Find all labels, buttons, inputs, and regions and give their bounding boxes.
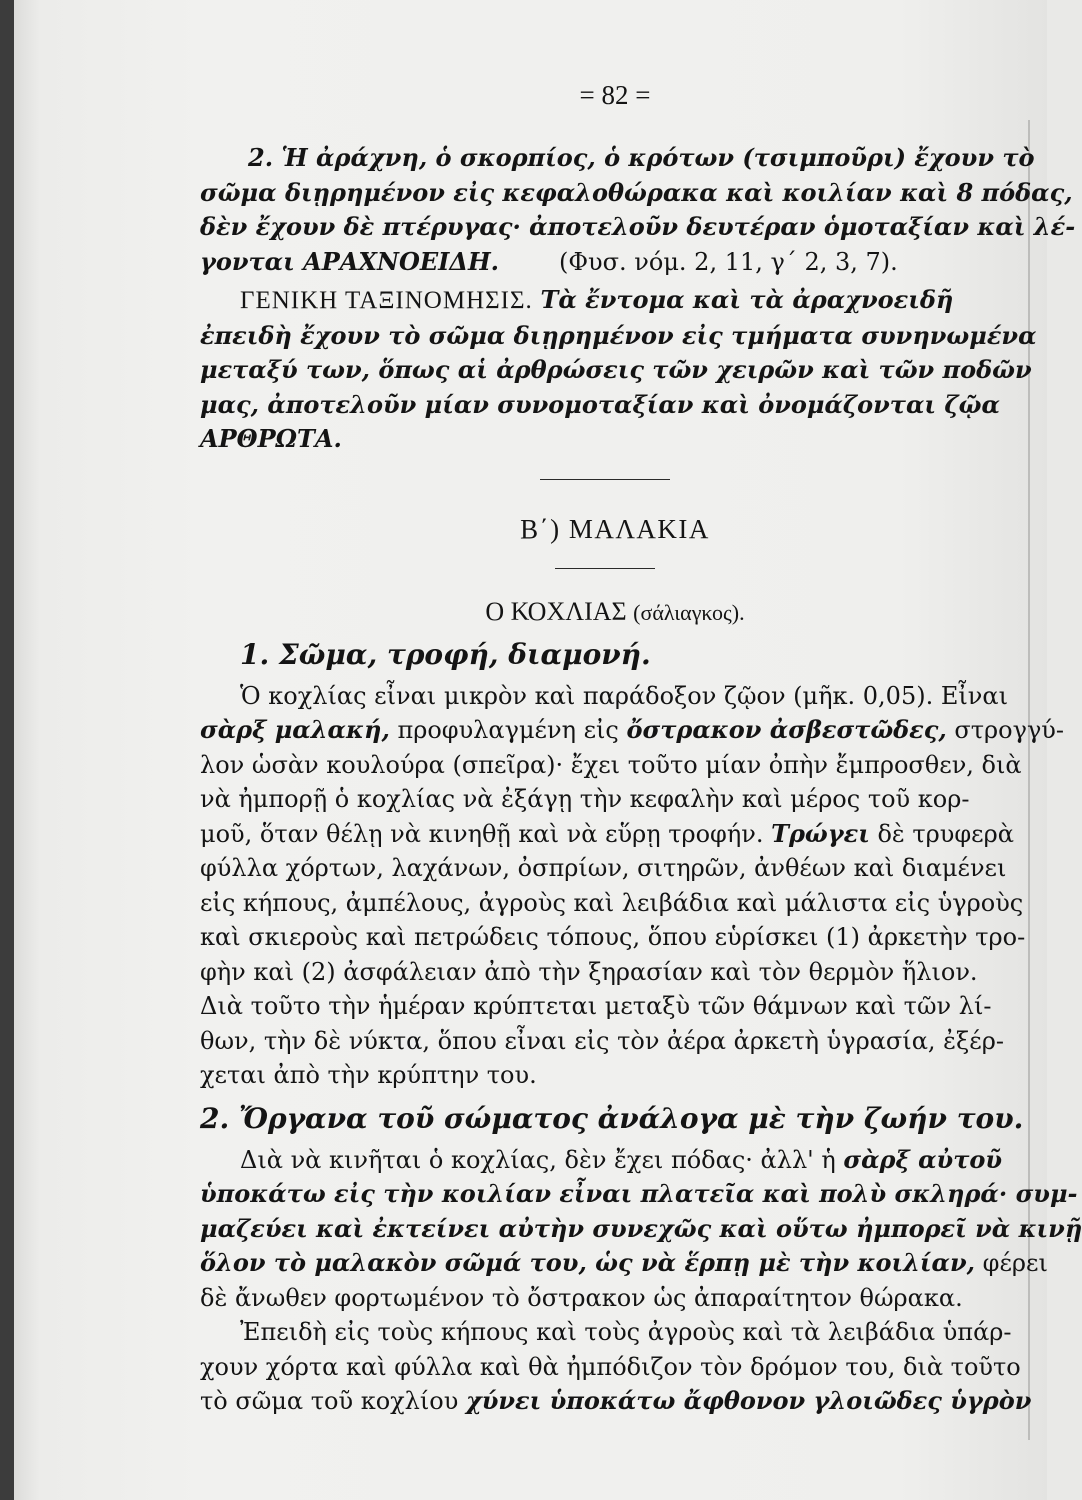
text-line: Ἐπειδὴ εἰς τοὺς κήπους καὶ τοὺς ἀγροὺς καὶ τὰ λειβάδια ὑπάρ-: [240, 1318, 1012, 1346]
page-content: [200, 70, 1082, 1419]
text-line: [200, 817, 1030, 852]
heading-body-food-habitat: 1. Σῶμα, τροφή, διαμονή.: [240, 637, 651, 671]
line-text: Διὰ νὰ κινῆται ὁ κοχλίας, δὲν ἔχει πόδας· ἀλλ' ἡ: [240, 1145, 844, 1174]
text-line: [200, 245, 1030, 280]
emphasis-text: Τρώγει: [771, 818, 870, 848]
section-divider: [540, 479, 670, 480]
text-line: καὶ σκιεροὺς καὶ πετρώδεις τόπους, ὅπου εὑρίσκει (1) ἀρκετὴν τρο-: [200, 923, 1026, 951]
heading-organs: 2. Ὄργανα τοῦ σώματος ἀνάλογα μὲ τὴν ζωήν του.: [200, 1101, 1024, 1135]
text-line: νὰ ἠμπορῇ ὁ κοχλίας νὰ ἐξάγῃ τὴν κεφαλὴν καὶ μέρος τοῦ κορ-: [200, 785, 970, 813]
text-line: σῶμα διῃρημένον εἰς κεφαλοθώρακα καὶ κοιλίαν καὶ 8 πόδας,: [200, 177, 1073, 207]
arachnids-paragraph: [200, 141, 1076, 457]
text-line: ὑποκάτω εἰς τὴν κοιλίαν εἶναι πλατεῖα καὶ πολὺ σκληρά· συμ-: [200, 1179, 1078, 1208]
text-line: λον ὡσὰν κουλούρα (σπεῖρα)· ἔχει τοῦτο μίαν ὀπὴν ἔμπροσθεν, διὰ: [200, 750, 1022, 779]
line-text: μοῦ, ὅταν θέλῃ νὰ κινηθῇ καὶ νὰ εὕρῃ τροφήν.: [200, 819, 772, 848]
text-line: δὲ ἄνωθεν φορτωμένον τὸ ὄστρακον ὡς ἀπαραίτητον θώρακα.: [200, 1283, 963, 1312]
section-title: Β΄) ΜΑΛΑΚΙΑ: [520, 513, 710, 544]
text-line: δὲν ἔχουν δὲ πτέρυγας· ἀποτελοῦν δευτέραν ὁμοταξίαν καὶ λέ-: [200, 212, 1076, 241]
text-line: εἰς κήπους, ἀμπέλους, ἀγροὺς καὶ λειβάδια καὶ μάλιστα εἰς ὑγροὺς: [200, 888, 1024, 917]
text-line: μας, ἀποτελοῦν μίαν συνομοταξίαν καὶ ὀνομάζονται ζῷα: [200, 389, 1000, 419]
subsection-title: [200, 597, 1030, 627]
emphasis-text: σὰρξ μαλακή,: [200, 715, 390, 744]
text-line: [200, 1384, 1030, 1419]
text-line: ΑΡΘΡΩΤΑ.: [200, 424, 342, 453]
text-line: [200, 1143, 1030, 1178]
line-text: γονται ΑΡΑΧΝΟΕΙΔΗ.: [200, 246, 500, 276]
text-line: Διὰ τοῦτο τὴν ἡμέραν κρύπτεται μεταξὺ τῶν θάμνων καὶ τῶν λί-: [200, 992, 992, 1020]
snail-organs-paragraph: [200, 1143, 1082, 1419]
line-text: δὲ τρυφερὰ: [869, 819, 1014, 848]
text-line: φὴν καὶ (2) ἀσφάλειαν ἀπὸ τὴν ξηρασίαν καὶ τὸν θερμὸν ἥλιον.: [200, 957, 978, 986]
subsection-title-paren: (σάλιαγκος).: [633, 599, 745, 625]
line-text: προφυλαγμένη εἰς: [389, 716, 627, 744]
page-number: = 82 =: [579, 80, 651, 110]
text-line: μαζεύει καὶ ἐκτείνει αὐτὴν συνεχῶς καὶ οὕτω ἠμπορεῖ νὰ κινῇ: [200, 1213, 1082, 1243]
text-line: [200, 713, 1064, 748]
text-line: φύλλα χόρτων, λαχάνων, ὀσπρίων, σιτηρῶν, ἀνθέων καὶ διαμένει: [200, 854, 1007, 882]
text-line: [200, 283, 1030, 319]
text-line: [200, 141, 1035, 176]
text-line: [200, 1246, 1048, 1281]
snail-description-paragraph: [200, 679, 1064, 1093]
text-line: μεταξύ των, ὅπως αἱ ἀρθρώσεις τῶν χειρῶν καὶ τῶν ποδῶν: [200, 355, 1032, 384]
text-line: χεται ἀπὸ τὴν κρύπτην του.: [200, 1061, 537, 1089]
text-line: Ὁ κοχλίας εἶναι μικρὸν καὶ παράδοξον ζῷον (μῆκ. 0,05). Εἶναι: [240, 681, 1008, 710]
text-line: χουν χόρτα καὶ φύλλα καὶ θὰ ἠμπόδιζον τὸν δρόμον του, διὰ τοῦτο: [200, 1352, 1021, 1381]
emphasis-text: ὄστρακον ἀσβεστῶδες,: [626, 715, 947, 744]
emphasis-text: ὅλον τὸ μαλακὸν σῶμά του, ὡς νὰ ἕρπῃ μὲ τὴν κοιλίαν,: [200, 1248, 976, 1277]
line-text: τὸ σῶμα τοῦ κοχλίου: [200, 1387, 466, 1415]
line-text: φέρει: [975, 1249, 1048, 1277]
emphasis-text: σὰρξ αὐτοῦ: [843, 1144, 1003, 1174]
general-classification-label: ΓΕΝΙΚΗ ΤΑΞΙΝΟΜΗΣΙΣ.: [240, 287, 533, 314]
line-text: Ἡ ἀράχνη, ὁ σκορπίος, ὁ κρότων (τσιμποῦρι) ἔχουν τὸ: [281, 143, 1035, 172]
law-reference: (Φυσ. νόμ. 2, 11, γ΄ 2, 3, 7).: [559, 247, 898, 276]
section-divider: [555, 568, 655, 569]
text-line: θων, τὴν δὲ νύκτα, ὅπου εἶναι εἰς τὸν ἀέρα ἀρκετὴ ὑγρασία, ἐξέρ-: [200, 1026, 1004, 1055]
text-line: ἐπειδὴ ἔχουν τὸ σῶμα διῃρημένον εἰς τμήματα συνηνωμένα: [200, 320, 1037, 350]
item-number: 2.: [248, 143, 282, 172]
line-text: Τὰ ἔντομα καὶ τὰ ἀραχνοειδῆ: [540, 285, 954, 314]
line-text: στρογγύ-: [946, 716, 1064, 744]
emphasis-text: χύνει ὑποκάτω ἄφθονον γλοιῶδες ὑγρὸν: [465, 1386, 1032, 1415]
subsection-title-text: Ο ΚΟΧΛΙΑΣ: [485, 596, 627, 626]
page-binding-edge: [0, 0, 14, 1500]
